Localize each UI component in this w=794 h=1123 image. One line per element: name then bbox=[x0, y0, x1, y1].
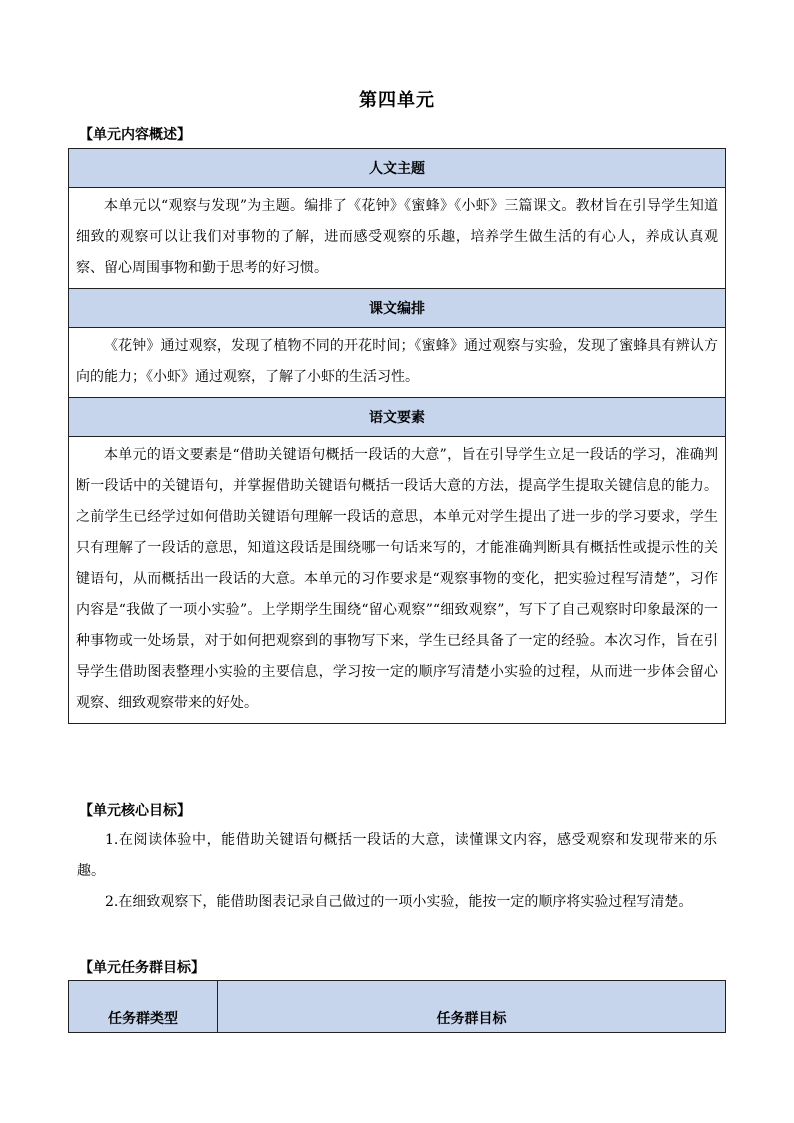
elements-text: 本单元的语文要素是“借助关键语句概括一段话的大意”，旨在引导学生立足一段话的学习，准确判断一段话中的关键语句，并掌握借助关键语句概括一段话大意的方法，提高学生提取关键信息的能力。之前学生已经学过如何借助关键语句理解一段话的意思，本单元对学生提出了进一步的学习要求，学生只有理解了一段话的意思，知道这段话是围绕哪一句话来写的，才能准确判断具有概括性或提示性的关键语句，从而概括出一段话的大意。本单元的习作要求是“观察事物的变化，把实验过程写清楚”，习作内容是“我做了一项小实验”。上学期学生围绕“留心观察”“细致观察”，写下了自己观察时印象最深的一种事物或一处场景，对于如何把观察到的事物写下来，学生已经具备了一定的经验。本次习作，旨在引导学生借助图表整理小实验的主要信息，学习按一定的顺序写清楚小实验的过程，从而进一步体会留心观察、细致观察带来的好处。 bbox=[69, 437, 726, 724]
task-goals-label: 【单元任务群目标】 bbox=[79, 960, 205, 976]
page-title: 第四单元 bbox=[359, 90, 435, 111]
overview-label: 【单元内容概述】 bbox=[79, 127, 191, 143]
theme-header: 人文主题 bbox=[69, 149, 726, 188]
task-type-header: 任务群类型 bbox=[69, 981, 218, 1033]
task-goal-header: 任务群目标 bbox=[218, 981, 726, 1033]
elements-header: 语文要素 bbox=[69, 398, 726, 437]
arrangement-text: 《花钟》通过观察，发现了植物不同的开花时间；《蜜蜂》通过观察与实验，发现了蜜蜂具有辨认方向的能力；《小虾》通过观察，了解了小虾的生活习性。 bbox=[69, 328, 726, 398]
core-goal-item: 1.在阅读体验中，能借助关键语句概括一段话的大意，读懂课文内容，感受观察和发现带来的乐趣。 bbox=[77, 832, 717, 879]
core-goals-label: 【单元核心目标】 bbox=[79, 803, 191, 819]
task-table bbox=[68, 980, 726, 1033]
theme-text: 本单元以“观察与发现”为主题。编排了《花钟》《蜜蜂》《小虾》三篇课文。教材旨在引导学生知道细致的观察可以让我们对事物的了解，进而感受观察的乐趣，培养学生做生活的有心人，养成认真观察、留心周围事物和勤于思考的好习惯。 bbox=[69, 188, 726, 289]
core-goal-item: 2.在细致观察下，能借助图表记录自己做过的一项小实验，能按一定的顺序将实验过程写清楚。 bbox=[105, 894, 693, 910]
overview-table bbox=[68, 148, 726, 724]
arrangement-header: 课文编排 bbox=[69, 289, 726, 328]
